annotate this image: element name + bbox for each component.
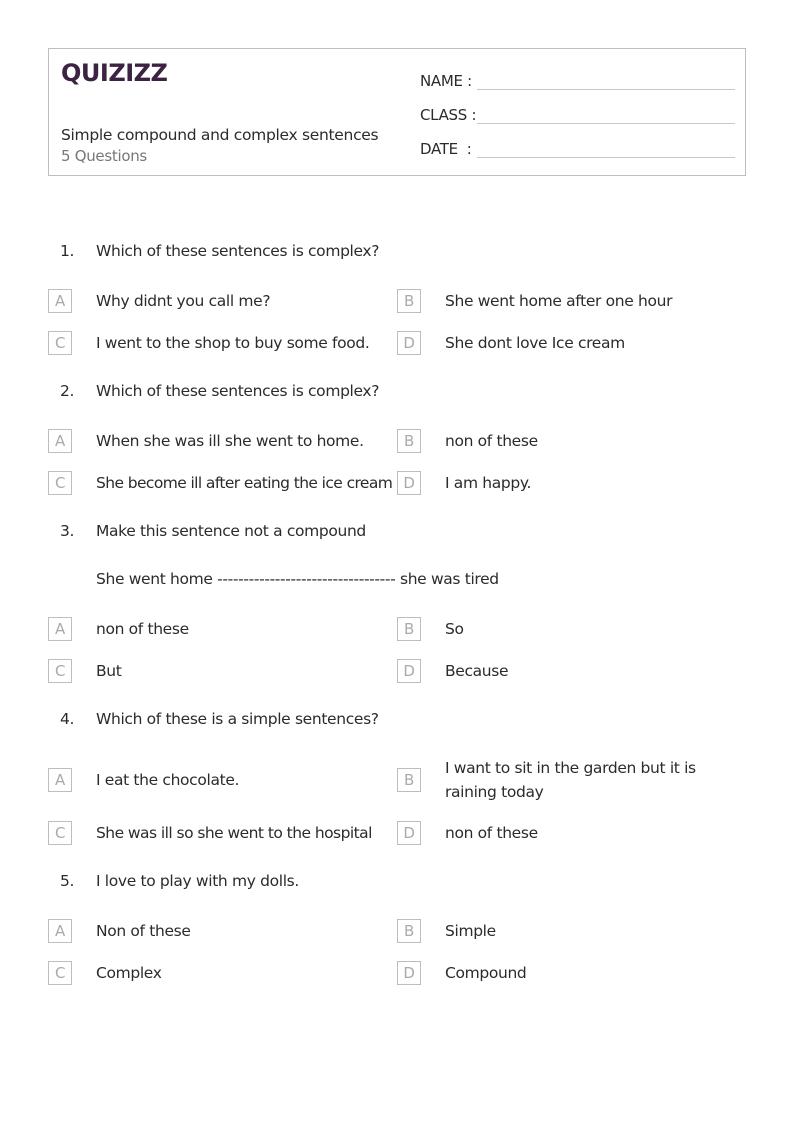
- q4-option-a[interactable]: [48, 768, 396, 792]
- option-text: I want to sit in the garden but it is raining today: [445, 759, 696, 801]
- option-letter-box[interactable]: C: [48, 471, 72, 495]
- date-field[interactable]: [420, 136, 735, 158]
- option-letter-box[interactable]: D: [397, 961, 421, 985]
- class-field[interactable]: [420, 102, 735, 124]
- q3-option-d[interactable]: [397, 659, 745, 683]
- option-letter-box[interactable]: C: [48, 659, 72, 683]
- date-line[interactable]: [477, 157, 735, 158]
- q4-option-b[interactable]: [397, 756, 715, 804]
- option-letter-box[interactable]: D: [397, 471, 421, 495]
- question-text: Which of these sentences is complex?: [96, 242, 380, 260]
- question-text: Which of these sentences is complex?: [96, 382, 380, 400]
- class-line[interactable]: [477, 123, 735, 124]
- q5-option-c[interactable]: [48, 961, 396, 985]
- option-text: non of these: [96, 620, 189, 638]
- option-text: non of these: [445, 824, 538, 842]
- q1-option-c[interactable]: [48, 331, 396, 355]
- quizizz-logo: QUIZIZZ: [61, 59, 168, 87]
- option-text: She was ill so she went to the hospital: [96, 824, 372, 842]
- option-letter-box[interactable]: B: [397, 429, 421, 453]
- name-line[interactable]: [477, 89, 735, 90]
- q3-option-c[interactable]: [48, 659, 396, 683]
- option-letter-box[interactable]: A: [48, 919, 72, 943]
- option-letter-box[interactable]: A: [48, 289, 72, 313]
- option-letter-box[interactable]: A: [48, 768, 72, 792]
- option-letter-box[interactable]: C: [48, 331, 72, 355]
- option-text: non of these: [445, 432, 538, 450]
- q3-option-a[interactable]: [48, 617, 396, 641]
- option-text: She went home after one hour: [445, 292, 673, 310]
- option-letter-box[interactable]: D: [397, 331, 421, 355]
- option-text: When she was ill she went to home.: [96, 432, 364, 450]
- fill-in-blank-sentence: She went home ---------------------------------- she was tired: [96, 570, 499, 588]
- option-text: Simple: [445, 922, 496, 940]
- option-text: She become ill after eating the ice cream: [96, 474, 393, 492]
- option-letter-box[interactable]: D: [397, 659, 421, 683]
- option-text: Non of these: [96, 922, 191, 940]
- worksheet-header: [48, 48, 746, 176]
- q1-option-b[interactable]: [397, 289, 745, 313]
- question-number: 3.: [60, 522, 75, 540]
- option-letter-box[interactable]: C: [48, 961, 72, 985]
- q4-option-c[interactable]: [48, 821, 396, 845]
- option-letter-box[interactable]: A: [48, 429, 72, 453]
- option-text: I eat the chocolate.: [96, 771, 240, 789]
- question-number: 4.: [60, 710, 75, 728]
- option-text: I am happy.: [445, 474, 532, 492]
- question-count: 5 Questions: [61, 147, 147, 165]
- option-letter-box[interactable]: B: [397, 768, 421, 792]
- name-label: NAME :: [420, 72, 472, 90]
- date-label: DATE :: [420, 140, 472, 158]
- q3-option-b[interactable]: [397, 617, 745, 641]
- option-letter-box[interactable]: B: [397, 289, 421, 313]
- worksheet-title: Simple compound and complex sentences: [61, 126, 379, 144]
- q2-option-d[interactable]: [397, 471, 745, 495]
- q5-option-b[interactable]: [397, 919, 745, 943]
- q5-option-d[interactable]: [397, 961, 745, 985]
- name-field[interactable]: [420, 68, 735, 90]
- question-number: 5.: [60, 872, 75, 890]
- option-letter-box[interactable]: A: [48, 617, 72, 641]
- question-text: I love to play with my dolls.: [96, 872, 299, 890]
- q1-option-a[interactable]: [48, 289, 396, 313]
- q5-option-a[interactable]: [48, 919, 396, 943]
- option-letter-box[interactable]: C: [48, 821, 72, 845]
- class-label: CLASS :: [420, 106, 477, 124]
- option-letter-box[interactable]: B: [397, 919, 421, 943]
- option-letter-box[interactable]: B: [397, 617, 421, 641]
- question-text: Make this sentence not a compound: [96, 522, 366, 540]
- option-text: Complex: [96, 964, 162, 982]
- option-text: I went to the shop to buy some food.: [96, 334, 370, 352]
- q2-option-a[interactable]: [48, 429, 396, 453]
- option-text: So: [445, 620, 464, 638]
- q2-option-b[interactable]: [397, 429, 745, 453]
- question-number: 1.: [60, 242, 75, 260]
- question-number: 2.: [60, 382, 75, 400]
- q1-option-d[interactable]: [397, 331, 745, 355]
- q2-option-c[interactable]: [48, 471, 396, 495]
- q4-option-d[interactable]: [397, 821, 745, 845]
- option-letter-box[interactable]: D: [397, 821, 421, 845]
- option-text: She dont love Ice cream: [445, 334, 625, 352]
- option-text: Why didnt you call me?: [96, 292, 271, 310]
- option-text: Because: [445, 662, 509, 680]
- option-text: But: [96, 662, 122, 680]
- question-text: Which of these is a simple sentences?: [96, 710, 379, 728]
- option-text: Compound: [445, 964, 527, 982]
